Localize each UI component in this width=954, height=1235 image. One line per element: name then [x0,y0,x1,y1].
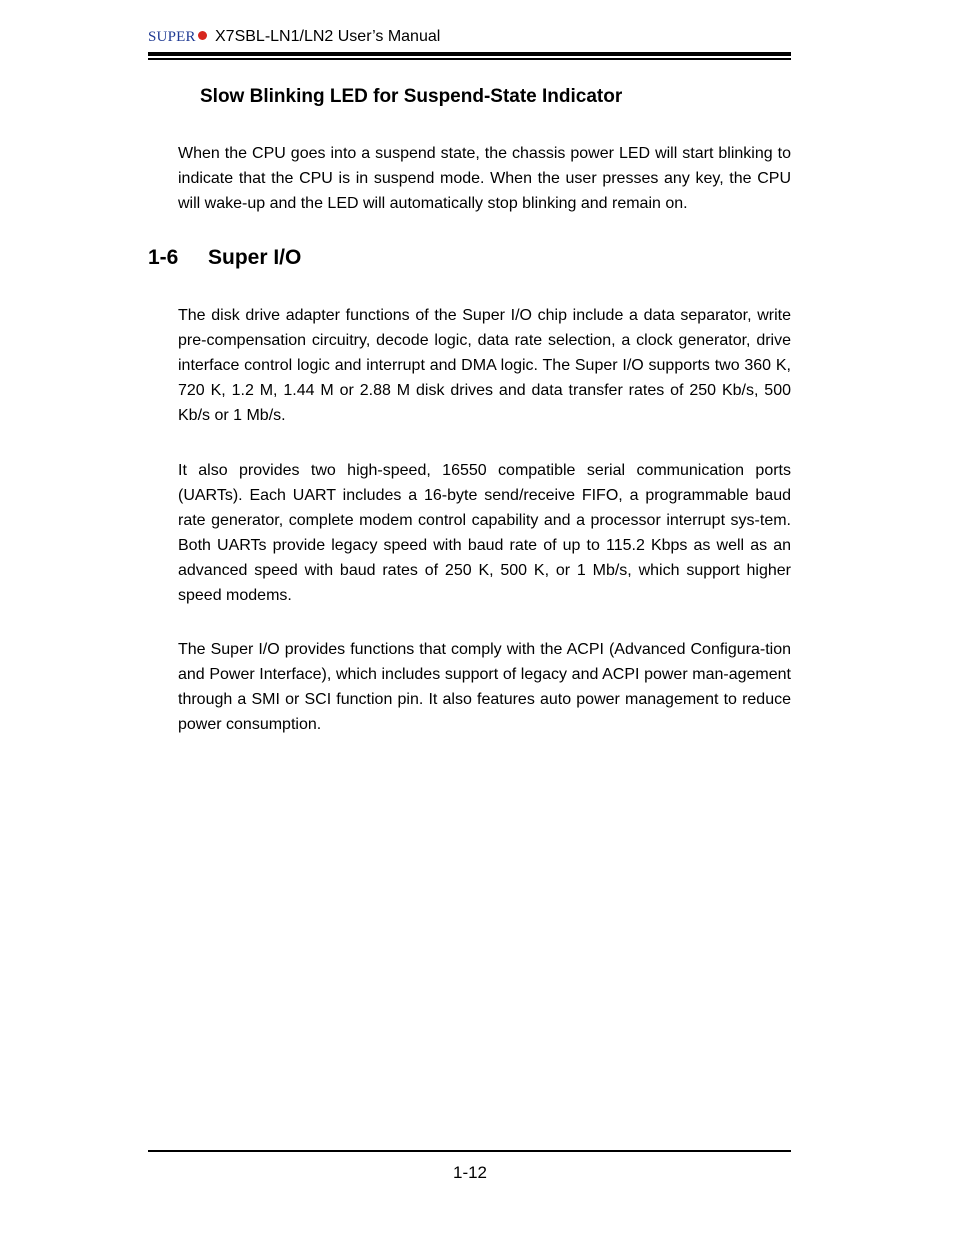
page-header [148,26,791,48]
manual-title: X7SBL-LN1/LN2 User’s Manual [215,28,441,45]
page-number: 1-12 [452,1163,488,1182]
header-rule-thin [148,58,791,60]
subsection-title: Slow Blinking LED for Suspend-State Indicator [200,86,623,107]
suspend-led-paragraph: When the CPU goes into a suspend state, the chassis power LED will start blinking to indicate that the CPU is in suspend mode. When the user presses any key, the CPU will wake-up and the LED will automatically stop blinking and remain on. [178,145,791,212]
section-number: 1-6 [148,246,179,269]
super-io-paragraph-3: The Super I/O provides functions that comply with the ACPI (Advanced Configura-tion and Power Interface), which includes support of legacy and ACPI power man-agement through a SMI or SCI function pin. It also features auto power management to reduce power consumption. [178,641,791,733]
logo-text: SUPER [148,29,196,45]
header-rule [148,52,791,56]
section-heading [148,246,301,270]
super-io-paragraph-1: The disk drive adapter functions of the Super I/O chip include a data separator, write pre-compensation circuitry, decode logic, data rate selection, a clock generator, drive interface control logic and interrupt and DMA logic. The Super I/O supports two 360 K, 720 K, 1.2 M, 1.44 M or 2.88 M disk drives and data transfer rates of 250 Kb/s, 500 Kb/s or 1 Mb/s. [178,307,791,424]
section-title: Super I/O [208,246,302,269]
super-io-paragraph-2: It also provides two high-speed, 16550 compatible serial communication ports (UARTs). Each UART includes a 16-byte send/receive FIFO, a programmable baud rate generator, complete modem control capability and a processor interrupt sys-tem. Both UARTs provide legacy speed with baud rate of up to 115.2 Kbps as well as an advanced speed with baud rates of 250 K, 500 K, or 1 Mb/s, which support higher speed modems. [178,462,791,604]
supermicro-logo [148,29,207,46]
footer-rule [148,1150,791,1152]
logo-red-dot-icon [198,31,207,40]
